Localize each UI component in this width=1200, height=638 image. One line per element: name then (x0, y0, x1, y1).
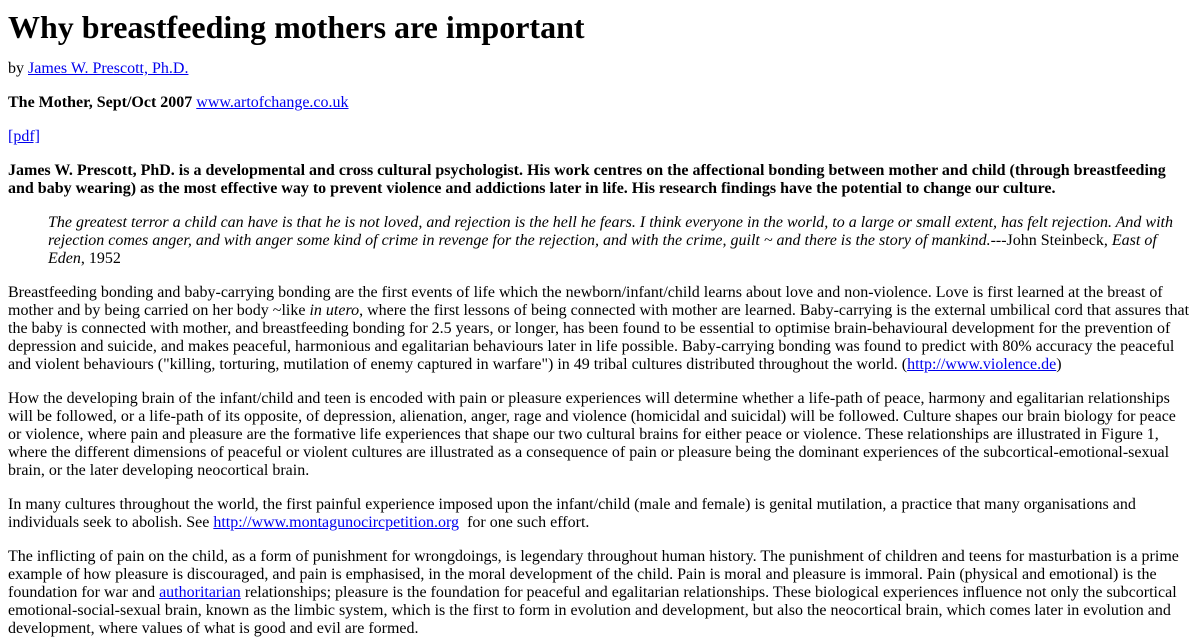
byline (8, 60, 1190, 78)
paragraph-bonding-part-b: , where the first lessons of being connected with mother are learned. Baby-carrying is the external umbilical cord that assures that the baby is connected with mother, and breastfeeding bonding for 2.5 years, or longer, has been found to be essential to optimise brain-behavioural development for the prevention of depression and suicide, and makes peaceful, harmonious and egalitarian behaviours later in life possible. Baby-carrying bonding was found to predict with 80% accuracy the peaceful and violent behaviours ("killing, torturing, mutilation of enemy captured in warfare") in 49 tribal cultures distributed throughout the world. ( (8, 302, 1190, 373)
steinbeck-quote (48, 214, 1190, 268)
paragraph-mutilation-part-b: for one such effort. (459, 514, 590, 531)
paragraph-pain-part-b: relationships; pleasure is the foundation for peaceful and egalitarian relationships. These biological experiences influence not only the subcortical emotional-social-sexual brain, known as the limbic system, which is the first to form in evolution and development, but also the neocortical brain, which comes later in evolution and development, where values of what is good and evil are formed. (8, 584, 1177, 637)
paragraph-brain-encoding: How the developing brain of the infant/child and teen is encoded with pain or pleasure experiences will determine whether a life-path of peace, harmony and egalitarian relationships will be followed, or a life-path of its opposite, of depression, alienation, anger, rage and violence (homicidal and suicidal) will be followed. Culture shapes our brain biology for peace or violence, where pain and pleasure are the formative life experiences that shape our two cultural brains for either peace or violence. These relationships are illustrated in Figure 1, where the different dimensions of peaceful or violent cultures are illustrated as a consequence of pain or pleasure being the dominant experiences of the subcortical-emotional-sexual brain, or the later developing neocortical brain. (8, 390, 1176, 479)
quote-book-title: East of Eden (48, 232, 1157, 267)
source-line (8, 94, 1190, 112)
authoritarian-link[interactable]: authoritarian (159, 584, 241, 601)
paragraph-pain-punishment (8, 548, 1190, 638)
article-title: Why breastfeeding mothers are important (8, 9, 585, 45)
quote-year: , 1952 (80, 250, 121, 267)
author-link[interactable]: James W. Prescott, Ph.D. (28, 60, 189, 77)
pdf-line (8, 128, 1190, 146)
paragraph-bonding-part-a: Breastfeeding bonding and baby-carrying bonding are the first events of life which the newborn/infant/child learns about love and non-violence. Love is first learned at the breast of mother and by being carried on her body ~like (8, 284, 1163, 319)
paragraph-pain-part-a: The inflicting of pain on the child, as a form of punishment for wrongdoings, is legendary throughout human history. The punishment of children and teens for masturbation is a prime example of how pleasure is discouraged, and pain is emphasised, in the moral development of the child. Pain is moral and pleasure is immoral. Pain (physical and emotional) is the foundation for war and (8, 548, 1179, 601)
paragraph-bonding (8, 284, 1190, 374)
pdf-link[interactable]: [pdf] (8, 128, 40, 145)
montagu-petition-link[interactable]: http://www.montagunocircpetition.org (213, 514, 460, 531)
author-bio: James W. Prescott, PhD. is a developmental and cross cultural psychologist. His work centres on the affectional bonding between mother and child (through breastfeeding and baby wearing) as the most effective way to prevent violence and addictions later in life. His research findings have the potential to change our culture. (8, 162, 1166, 197)
byline-prefix: by (8, 60, 28, 77)
violence-de-link[interactable]: http://www.violence.de (907, 356, 1057, 373)
source-website-link[interactable]: www.artofchange.co.uk (196, 94, 349, 111)
in-utero-term: in utero (309, 302, 360, 319)
paragraph-mutilation-part-a: In many cultures throughout the world, the first painful experience imposed upon the infant/child (male and female) is genital mutilation, a practice that many organisations and individuals seek to abolish. See (8, 496, 1136, 531)
quote-attribution: ---John Steinbeck, (990, 232, 1112, 249)
quote-text: The greatest terror a child can have is that he is not loved, and rejection is the hell he fears. I think everyone in the world, to a large or small extent, has felt rejection. And with rejection comes anger, and with anger some kind of crime in revenge for the rejection, and with the crime, guilt ~ and there is the story of mankind. (48, 214, 1173, 249)
paragraph-bonding-part-c: ) (1056, 356, 1062, 373)
publication-name: The Mother, Sept/Oct 2007 (8, 94, 193, 111)
paragraph-mutilation (8, 496, 1190, 532)
